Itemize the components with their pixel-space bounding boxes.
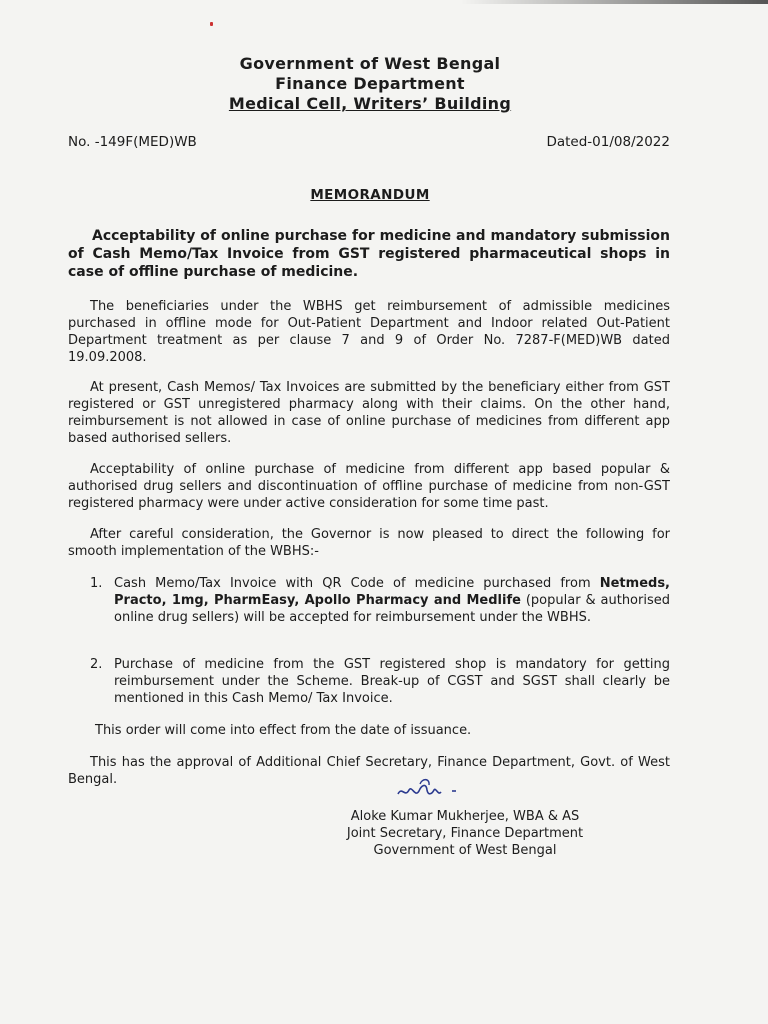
list-item-text xyxy=(114,575,670,626)
online-sellers: Netmeds, Practo, 1mg, PharmEasy, Apollo Pharmacy and Medlife xyxy=(114,576,670,608)
letterhead xyxy=(0,54,740,114)
list-item-number: 1. xyxy=(90,576,103,591)
signature-mark xyxy=(396,776,460,804)
memo-date: Dated-01/08/2022 xyxy=(546,134,670,150)
letterhead-government: Government of West Bengal xyxy=(239,54,501,73)
paragraph-1: The beneficiaries under the WBHS get reimbursement of admissible medicines purchased in offline mode for Out-Patient Department and Indoor related Out-Patient Department treatment as per clause 7 and 9 of Order No. 7287-F(MED)WB dated 19.09.2008. xyxy=(68,299,670,365)
list-item-number: 2. xyxy=(90,657,103,672)
list-item xyxy=(90,656,670,707)
letterhead-department: Finance Department xyxy=(275,74,465,93)
letterhead-cell: Medical Cell, Writers’ Building xyxy=(228,94,512,113)
subject-text: Acceptability of online purchase for medicine and mandatory submission of Cash Memo/Tax Invoice from GST registered pharmaceutical shops in case of offline purchase of medicine. xyxy=(68,228,670,280)
list-item-text: Purchase of medicine from the GST registered shop is mandatory for getting reimbursement under the Scheme. Break-up of CGST and SGST shall clearly be mentioned in this Cash Memo/ Tax Invoice. xyxy=(114,657,670,706)
paragraph-3: Acceptability of online purchase of medicine from different app based popular & authorised drug sellers and discontinuation of offline purchase of medicine from non-GST registered pharmacy were under active consideration for some time past. xyxy=(68,462,670,511)
signature-block xyxy=(330,808,600,859)
approval-statement: This has the approval of Additional Chief Secretary, Finance Department, Govt. of West Bengal. xyxy=(68,755,670,787)
memo-title: MEMORANDUM xyxy=(310,187,430,203)
scan-edge-line xyxy=(0,0,768,4)
effect-statement: This order will come into effect from the date of issuance. xyxy=(95,723,472,738)
scan-speck xyxy=(210,22,213,26)
reference-line xyxy=(68,134,670,150)
list-item xyxy=(90,575,670,626)
order-list xyxy=(90,575,670,626)
signatory-name: Aloke Kumar Mukherjee, WBA & AS xyxy=(350,809,580,824)
signatory-office: Government of West Bengal xyxy=(373,843,557,858)
memo-number: No. -149F(MED)WB xyxy=(68,134,197,150)
order-list-2 xyxy=(90,656,670,707)
signatory-designation: Joint Secretary, Finance Department xyxy=(346,826,584,841)
paragraph-4: After careful consideration, the Governor is now pleased to direct the following for smooth implementation of the WBHS:- xyxy=(68,527,670,559)
paragraph-2: At present, Cash Memos/ Tax Invoices are submitted by the beneficiary either from GST registered or GST unregistered pharmacy along with their claims. On the other hand, reimbursement is not allowed in case of online purchase of medicines from different app based authorised sellers. xyxy=(68,380,670,446)
list-item-text-pre: Cash Memo/Tax Invoice with QR Code of medicine purchased from xyxy=(114,576,591,591)
subject xyxy=(68,227,670,281)
list-item-text-post: (popular & authorised online drug sellers) will be accepted for reimbursement under the WBHS. xyxy=(114,593,670,625)
